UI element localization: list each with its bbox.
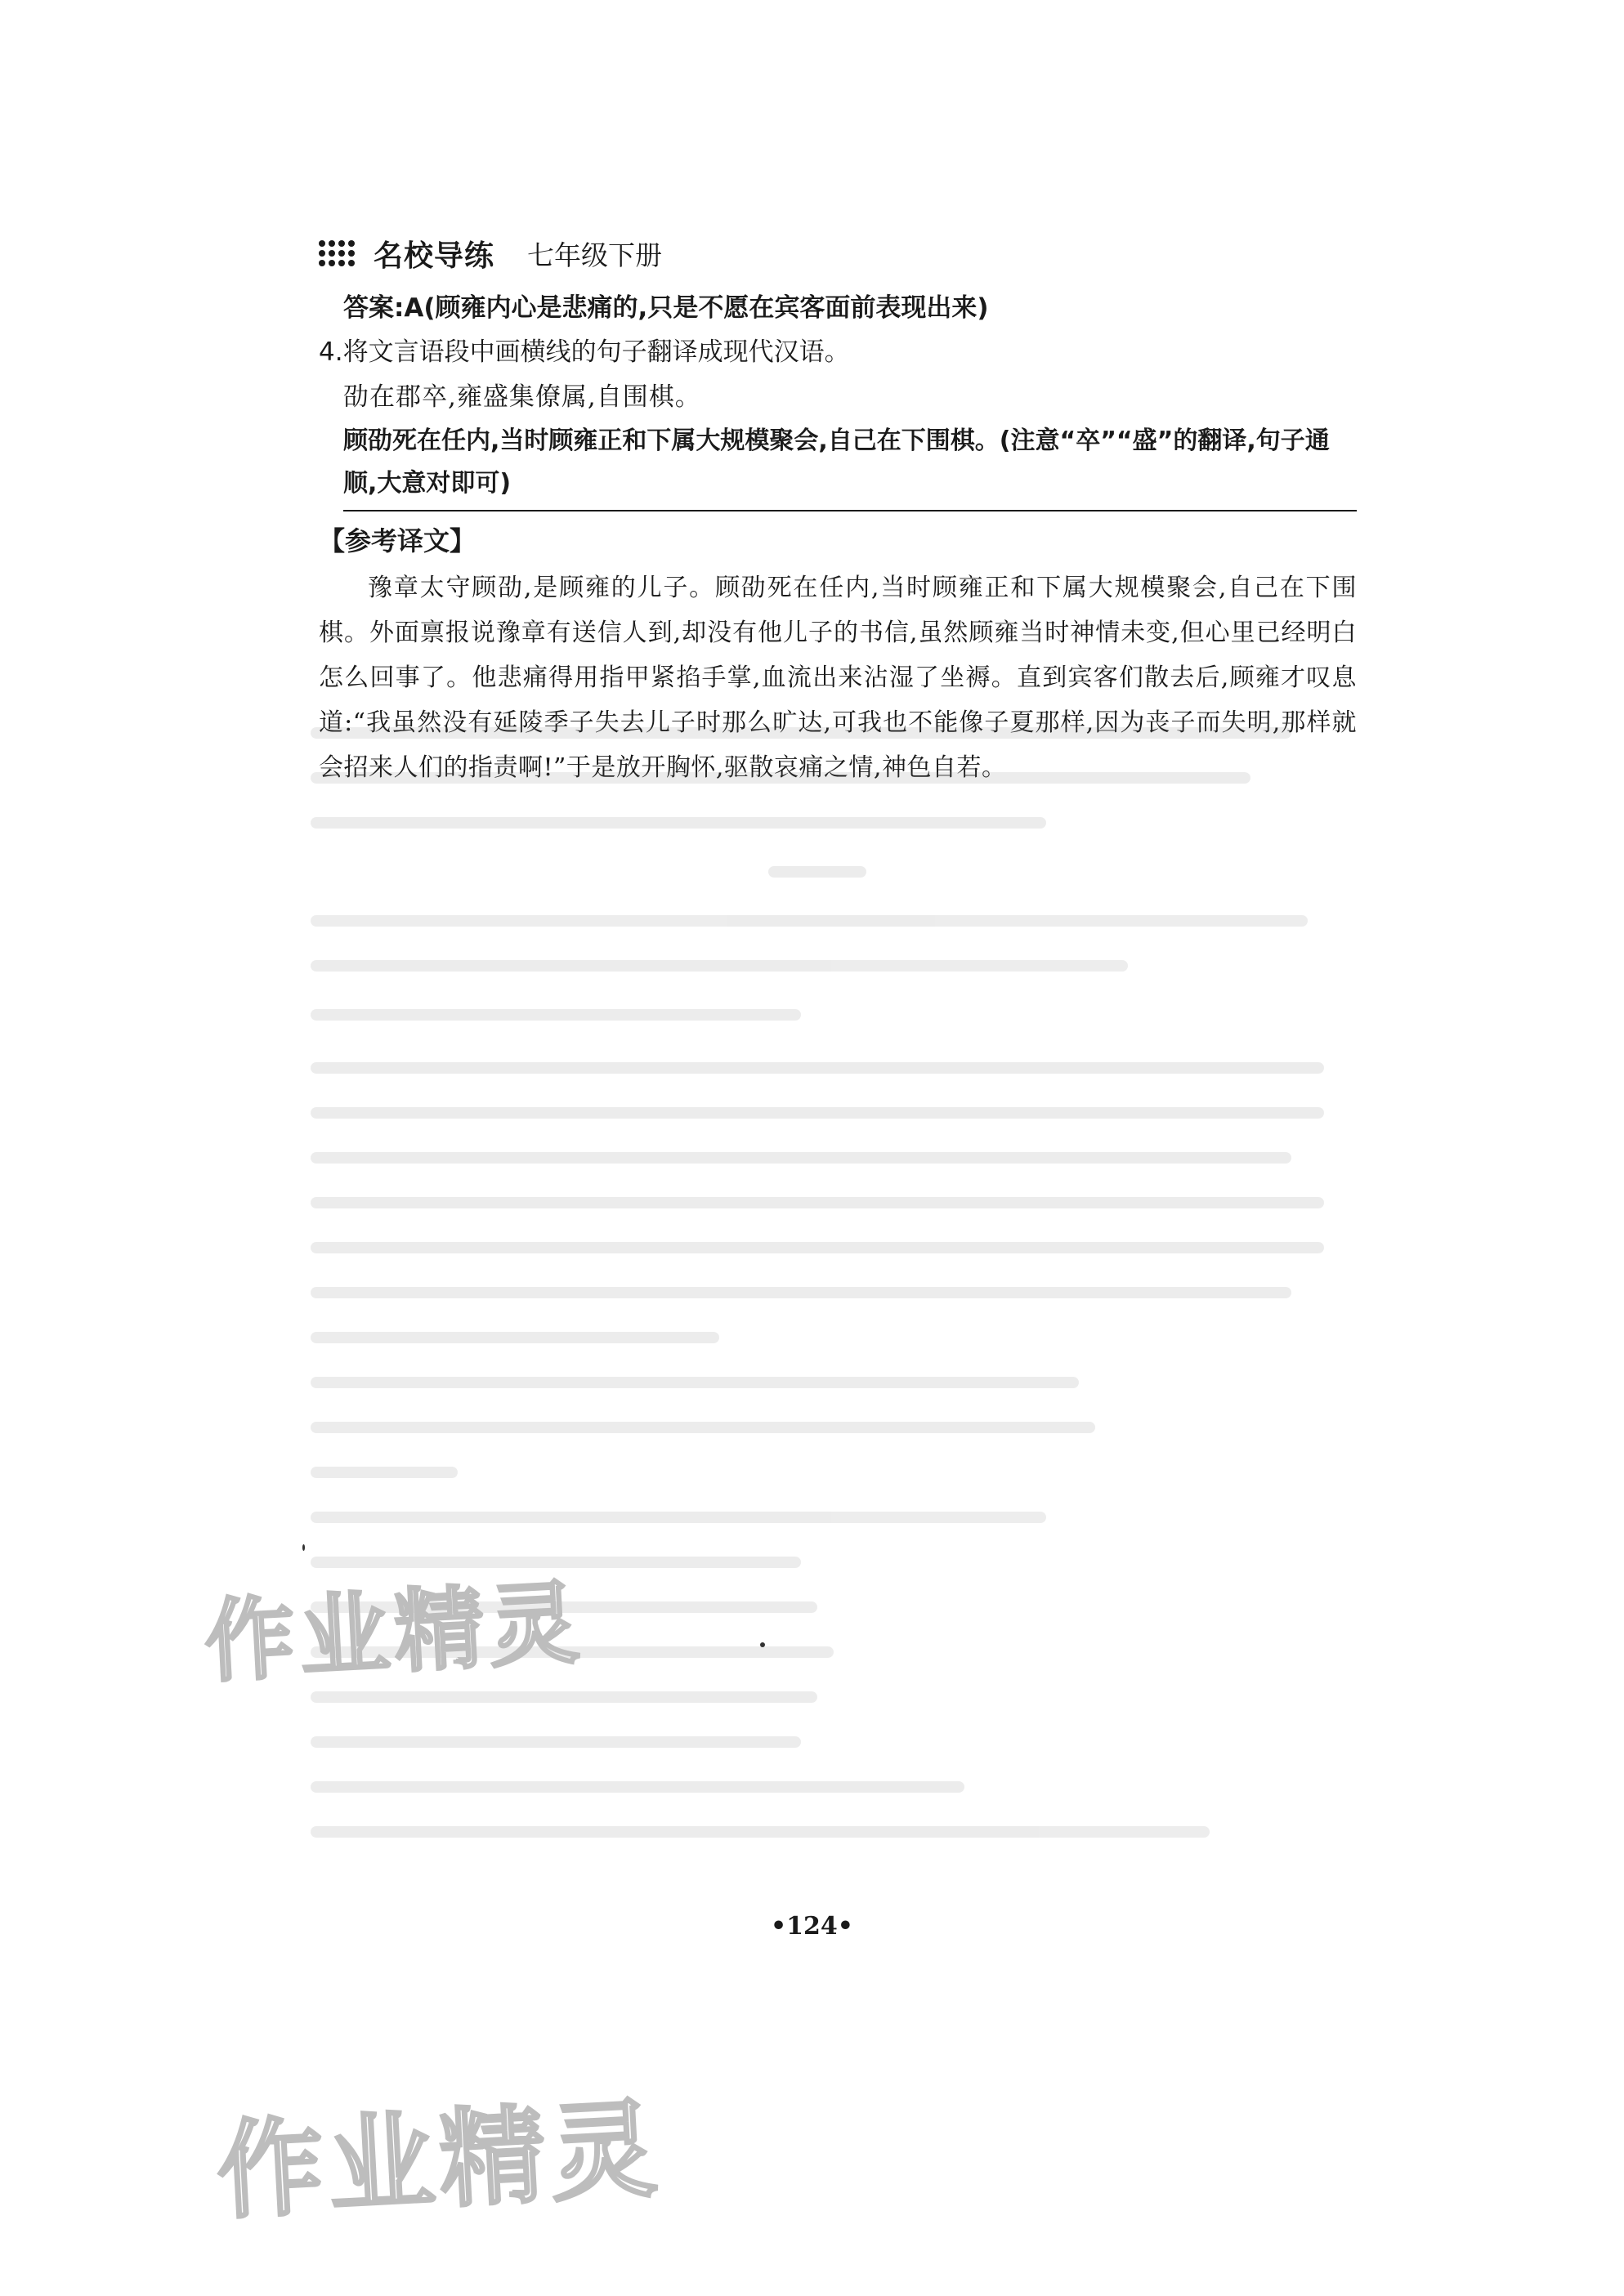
dots-icon [319, 240, 356, 267]
book-series-title: 名校导练 [374, 239, 495, 273]
watermark-logo-bottom: 作业精灵 [213, 2086, 665, 2235]
grade-label: 七年级下册 [527, 239, 663, 271]
question-4-prompt: 4.将文言语段中画横线的句子翻译成现代汉语。 [319, 337, 850, 367]
page-number: •124• [771, 1912, 853, 1941]
reference-translation-body: 豫章太守顾劭,是顾雍的儿子。顾劭死在任内,当时顾雍正和下属大规模聚会,自己在下围棋。外面禀报说豫章有送信人到,却没有他儿子的书信,虽然顾雍当时神情未变,但心里已经明白怎么回事了。他悲痛得用指甲紧掐手掌,血流出来沾湿了坐褥。直到宾客们散去后,顾雍才叹息道:“我虽然没有延陵季子失去儿子时那么旷达,可我也不能像子夏那样,因为丧子而失明,那样就会招来人们的指责啊!”于是放开胸怀,驱散哀痛之情,神色自若。 [319, 574, 1357, 782]
page-header [319, 233, 662, 275]
scan-speck [760, 1642, 765, 1647]
bleed-through-background [311, 727, 1357, 1871]
classical-sentence: 劭在郡卒,雍盛集僚属,自围棋。 [343, 382, 701, 412]
watermark-logo: 作业精灵 [202, 1570, 587, 1695]
main-content [319, 286, 1357, 790]
reference-translation-title: 【参考译文】 [319, 525, 476, 556]
answer-line: 答案:A(顾雍内心是悲痛的,只是不愿在宾客面前表现出来) [343, 293, 989, 323]
scan-speck [302, 1544, 305, 1551]
translation-answer: 顾劭死在任内,当时顾雍正和下属大规模聚会,自己在下围棋。(注意“卒”“盛”的翻译,句子通顺,大意对即可) [343, 420, 1357, 511]
